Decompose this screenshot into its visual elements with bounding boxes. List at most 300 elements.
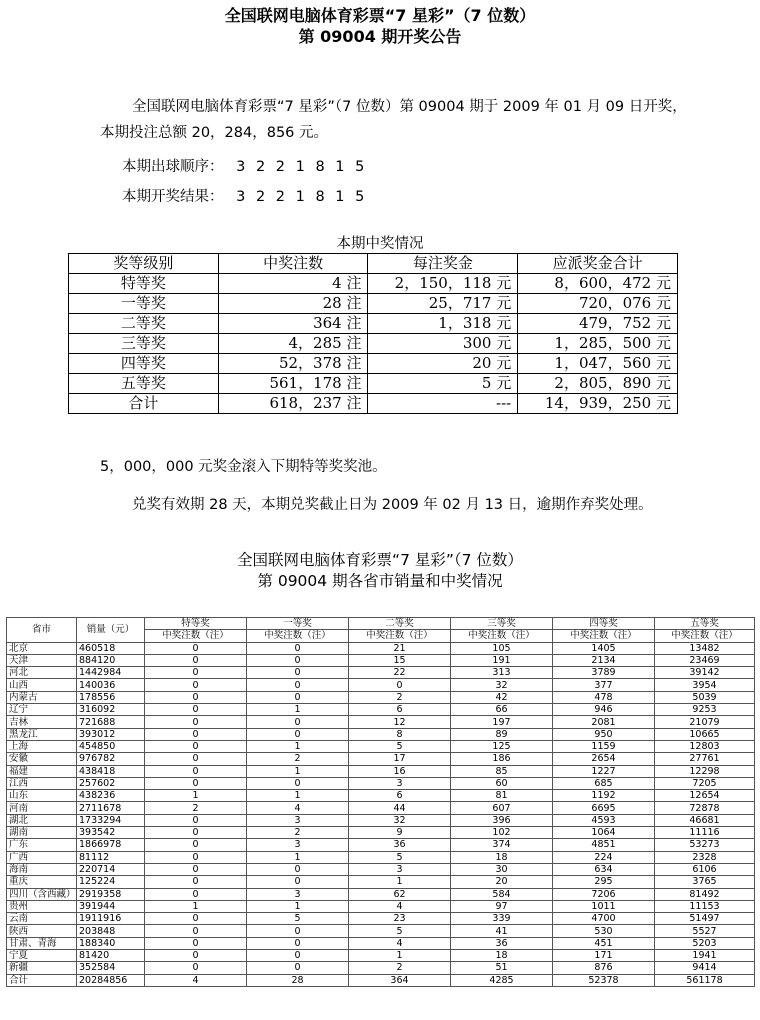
fourth-count: 1405 <box>553 642 655 654</box>
second-count: 1 <box>349 876 451 888</box>
fourth-count: 377 <box>553 679 655 691</box>
fifth-count: 3765 <box>655 876 755 888</box>
fourth-count: 224 <box>553 851 655 863</box>
prize-total: 2，805，890 元 <box>518 374 678 394</box>
third-count: 66 <box>451 704 553 716</box>
sales-amount: 460518 <box>77 642 145 654</box>
province-name: 四川（含西藏） <box>7 888 77 900</box>
third-count: 339 <box>451 913 553 925</box>
fourth-count: 7206 <box>553 888 655 900</box>
table-row <box>7 716 755 728</box>
first-count: 1 <box>247 851 349 863</box>
fifth-count: 2328 <box>655 851 755 863</box>
winning-count: 4 注 <box>218 274 368 294</box>
sales-amount: 721688 <box>77 716 145 728</box>
sales-amount: 1442984 <box>77 667 145 679</box>
table-row <box>7 863 755 875</box>
first-count: 4 <box>247 802 349 814</box>
province-name: 山东 <box>7 790 77 802</box>
fourth-count: 4593 <box>553 814 655 826</box>
fourth-count: 876 <box>553 962 655 974</box>
first-count: 0 <box>247 937 349 949</box>
header-prize-fourth: 四等奖 <box>553 618 655 630</box>
fifth-count: 72878 <box>655 802 755 814</box>
fifth-count: 13482 <box>655 642 755 654</box>
province-sales-table <box>6 617 755 987</box>
third-count: 102 <box>451 827 553 839</box>
table-row <box>7 667 755 679</box>
second-count: 2 <box>349 691 451 703</box>
table-row <box>7 728 755 740</box>
province-name: 北京 <box>7 642 77 654</box>
table-row <box>69 334 678 354</box>
prize-level: 三等奖 <box>69 334 219 354</box>
province-name: 吉林 <box>7 716 77 728</box>
header-count-label: 中奖注数（注） <box>451 630 553 642</box>
header-prize-total: 应派奖金合计 <box>518 254 678 274</box>
third-count: 41 <box>451 925 553 937</box>
table-row <box>7 950 755 962</box>
prize-level: 二等奖 <box>69 314 219 334</box>
sales-amount: 20284856 <box>77 974 145 986</box>
sales-amount: 125224 <box>77 876 145 888</box>
second-count: 5 <box>349 925 451 937</box>
table-row-total <box>7 974 755 986</box>
province-table-header <box>7 618 755 630</box>
first-count: 0 <box>247 962 349 974</box>
province-name: 重庆 <box>7 876 77 888</box>
fourth-count: 685 <box>553 777 655 789</box>
special-count: 0 <box>145 888 247 900</box>
table-row <box>7 937 755 949</box>
special-count: 0 <box>145 876 247 888</box>
fifth-count: 9414 <box>655 962 755 974</box>
result-label: 本期开奖结果： <box>122 189 224 205</box>
fifth-count: 5527 <box>655 925 755 937</box>
table-row <box>7 642 755 654</box>
province-name: 广东 <box>7 839 77 851</box>
province-name: 江西 <box>7 777 77 789</box>
special-count: 4 <box>145 974 247 986</box>
third-count: 125 <box>451 740 553 752</box>
second-count: 9 <box>349 827 451 839</box>
province-name: 河北 <box>7 667 77 679</box>
table-row <box>7 851 755 863</box>
fifth-count: 21079 <box>655 716 755 728</box>
province-name: 新疆 <box>7 962 77 974</box>
header-count-label: 中奖注数（注） <box>655 630 755 642</box>
prize-per-ticket: 2，150，118 元 <box>368 274 518 294</box>
fourth-count: 1227 <box>553 765 655 777</box>
fifth-count: 12654 <box>655 790 755 802</box>
prize-table <box>68 253 678 414</box>
special-count: 0 <box>145 962 247 974</box>
province-name: 陕西 <box>7 925 77 937</box>
third-count: 32 <box>451 679 553 691</box>
winning-count: 364 注 <box>218 314 368 334</box>
sales-amount: 438236 <box>77 790 145 802</box>
prize-table-caption: 本期中奖情况 <box>336 236 424 252</box>
prize-per-ticket: 25，717 元 <box>368 294 518 314</box>
header-prize-second: 二等奖 <box>349 618 451 630</box>
third-count: 197 <box>451 716 553 728</box>
fourth-count: 1192 <box>553 790 655 802</box>
second-count: 364 <box>349 974 451 986</box>
first-count: 0 <box>247 863 349 875</box>
second-count: 1 <box>349 950 451 962</box>
second-count: 16 <box>349 765 451 777</box>
sales-amount: 140036 <box>77 679 145 691</box>
first-count: 28 <box>247 974 349 986</box>
second-count: 8 <box>349 728 451 740</box>
fifth-count: 9253 <box>655 704 755 716</box>
special-count: 0 <box>145 839 247 851</box>
first-count: 0 <box>247 691 349 703</box>
prize-per-ticket: 20 元 <box>368 354 518 374</box>
sales-amount: 976782 <box>77 753 145 765</box>
table-row-total <box>69 394 678 414</box>
header-count-label: 中奖注数（注） <box>553 630 655 642</box>
fourth-count: 6695 <box>553 802 655 814</box>
header-prize-first: 一等奖 <box>247 618 349 630</box>
fourth-count: 950 <box>553 728 655 740</box>
third-count: 51 <box>451 962 553 974</box>
header-prize-third: 三等奖 <box>451 618 553 630</box>
second-count: 21 <box>349 642 451 654</box>
province-name: 海南 <box>7 863 77 875</box>
special-count: 0 <box>145 950 247 962</box>
fourth-count: 1064 <box>553 827 655 839</box>
prize-per-ticket: --- <box>368 394 518 414</box>
special-count: 0 <box>145 925 247 937</box>
first-count: 1 <box>247 790 349 802</box>
sales-amount: 2919358 <box>77 888 145 900</box>
first-count: 0 <box>247 642 349 654</box>
prize-level: 四等奖 <box>69 354 219 374</box>
header-winning-count: 中奖注数 <box>218 254 368 274</box>
third-count: 81 <box>451 790 553 802</box>
fourth-count: 1159 <box>553 740 655 752</box>
sales-amount: 81112 <box>77 851 145 863</box>
sales-amount: 454850 <box>77 740 145 752</box>
third-count: 105 <box>451 642 553 654</box>
table-row <box>7 876 755 888</box>
second-count: 2 <box>349 962 451 974</box>
prize-per-ticket: 300 元 <box>368 334 518 354</box>
second-count: 62 <box>349 888 451 900</box>
special-count: 0 <box>145 863 247 875</box>
first-count: 1 <box>247 740 349 752</box>
first-count: 0 <box>247 728 349 740</box>
first-count: 0 <box>247 876 349 888</box>
prize-per-ticket: 5 元 <box>368 374 518 394</box>
province-name: 辽宁 <box>7 704 77 716</box>
prize-level: 合计 <box>69 394 219 414</box>
table-row <box>7 765 755 777</box>
special-count: 0 <box>145 937 247 949</box>
special-count: 0 <box>145 667 247 679</box>
province-name: 甘肃、青海 <box>7 937 77 949</box>
third-count: 36 <box>451 937 553 949</box>
special-count: 0 <box>145 827 247 839</box>
first-count: 5 <box>247 913 349 925</box>
sales-amount: 884120 <box>77 654 145 666</box>
table-row <box>7 753 755 765</box>
intro-paragraph: 全国联网电脑体育彩票“7 星彩”（7 位数）第 09004 期于 2009 年 01 月 09 日开奖，本期投注总额 20，284，856 元。 <box>100 99 687 141</box>
first-count: 0 <box>247 925 349 937</box>
fourth-count: 52378 <box>553 974 655 986</box>
first-count: 0 <box>247 777 349 789</box>
third-count: 191 <box>451 654 553 666</box>
special-count: 0 <box>145 740 247 752</box>
fifth-count: 6106 <box>655 863 755 875</box>
fifth-count: 53273 <box>655 839 755 851</box>
table-row <box>7 839 755 851</box>
table-row <box>7 802 755 814</box>
province-name: 内蒙古 <box>7 691 77 703</box>
table-row <box>7 888 755 900</box>
table-row <box>7 913 755 925</box>
header-count-label: 中奖注数（注） <box>247 630 349 642</box>
ball-order-row <box>122 157 367 177</box>
winning-count: 52，378 注 <box>218 354 368 374</box>
special-count: 0 <box>145 704 247 716</box>
third-count: 313 <box>451 667 553 679</box>
prize-total: 8，600，472 元 <box>518 274 678 294</box>
second-count: 4 <box>349 937 451 949</box>
second-count: 44 <box>349 802 451 814</box>
table-row <box>7 777 755 789</box>
second-count: 22 <box>349 667 451 679</box>
sales-amount: 257602 <box>77 777 145 789</box>
header-prize-per-ticket: 每注奖金 <box>368 254 518 274</box>
fourth-count: 1011 <box>553 900 655 912</box>
third-count: 18 <box>451 851 553 863</box>
fourth-count: 171 <box>553 950 655 962</box>
fourth-count: 2134 <box>553 654 655 666</box>
second-count: 5 <box>349 740 451 752</box>
table-row <box>7 691 755 703</box>
province-name: 安徽 <box>7 753 77 765</box>
prize-level: 五等奖 <box>69 374 219 394</box>
special-count: 0 <box>145 642 247 654</box>
sales-amount: 220714 <box>77 863 145 875</box>
province-table-body <box>7 642 755 986</box>
second-count: 0 <box>349 679 451 691</box>
province-name: 天津 <box>7 654 77 666</box>
fifth-count: 3954 <box>655 679 755 691</box>
fifth-count: 5203 <box>655 937 755 949</box>
special-count: 0 <box>145 716 247 728</box>
sales-amount: 2711678 <box>77 802 145 814</box>
special-count: 0 <box>145 679 247 691</box>
sales-amount: 393542 <box>77 827 145 839</box>
province-name: 湖北 <box>7 814 77 826</box>
province-name: 广西 <box>7 851 77 863</box>
second-count: 15 <box>349 654 451 666</box>
second-count: 6 <box>349 704 451 716</box>
second-count: 17 <box>349 753 451 765</box>
sales-amount: 352584 <box>77 962 145 974</box>
fifth-count: 12803 <box>655 740 755 752</box>
announcement-title: 全国联网电脑体育彩票“7 星彩”（7 位数） <box>224 6 536 25</box>
fourth-count: 2654 <box>553 753 655 765</box>
table-row <box>7 679 755 691</box>
sales-amount: 1866978 <box>77 839 145 851</box>
fourth-count: 530 <box>553 925 655 937</box>
sales-amount: 81420 <box>77 950 145 962</box>
special-count: 0 <box>145 814 247 826</box>
table-row <box>7 925 755 937</box>
table-row <box>7 654 755 666</box>
rollover-note: 5，000，000 元奖金滚入下期特等奖奖池。 <box>100 459 387 475</box>
sales-amount: 188340 <box>77 937 145 949</box>
table-row <box>7 740 755 752</box>
table-row <box>69 294 678 314</box>
third-count: 584 <box>451 888 553 900</box>
fourth-count: 451 <box>553 937 655 949</box>
province-name: 福建 <box>7 765 77 777</box>
first-count: 0 <box>247 654 349 666</box>
fourth-count: 3789 <box>553 667 655 679</box>
header-count-label: 中奖注数（注） <box>349 630 451 642</box>
prize-total: 479，752 元 <box>518 314 678 334</box>
sales-amount: 316092 <box>77 704 145 716</box>
ball-order-value: 3 2 2 1 8 1 5 <box>236 159 368 175</box>
fourth-count: 2081 <box>553 716 655 728</box>
special-count: 0 <box>145 654 247 666</box>
fourth-count: 4851 <box>553 839 655 851</box>
table-row <box>7 900 755 912</box>
third-count: 30 <box>451 863 553 875</box>
special-count: 2 <box>145 802 247 814</box>
announcement-subtitle: 第 09004 期开奖公告 <box>298 27 462 46</box>
second-count: 6 <box>349 790 451 802</box>
prize-level: 特等奖 <box>69 274 219 294</box>
prize-total: 1，285，500 元 <box>518 334 678 354</box>
first-count: 2 <box>247 753 349 765</box>
third-count: 60 <box>451 777 553 789</box>
special-count: 0 <box>145 691 247 703</box>
province-section-title: 全国联网电脑体育彩票“7 星彩”（7 位数） <box>237 551 523 569</box>
table-row <box>69 314 678 334</box>
second-count: 3 <box>349 777 451 789</box>
province-name: 贵州 <box>7 900 77 912</box>
special-count: 1 <box>145 790 247 802</box>
table-row <box>7 827 755 839</box>
table-row <box>7 790 755 802</box>
fifth-count: 11116 <box>655 827 755 839</box>
sales-amount: 203848 <box>77 925 145 937</box>
winning-count: 618，237 注 <box>218 394 368 414</box>
table-row <box>69 274 678 294</box>
fifth-count: 39142 <box>655 667 755 679</box>
sales-amount: 1911916 <box>77 913 145 925</box>
first-count: 0 <box>247 679 349 691</box>
prize-total: 1，047，560 元 <box>518 354 678 374</box>
province-section-subtitle: 第 09004 期各省市销量和中奖情况 <box>257 572 503 590</box>
table-row <box>69 354 678 374</box>
header-prize-special: 特等奖 <box>145 618 247 630</box>
first-count: 1 <box>247 900 349 912</box>
fifth-count: 11153 <box>655 900 755 912</box>
prize-per-ticket: 1，318 元 <box>368 314 518 334</box>
first-count: 3 <box>247 814 349 826</box>
fourth-count: 478 <box>553 691 655 703</box>
fifth-count: 27761 <box>655 753 755 765</box>
fifth-count: 23469 <box>655 654 755 666</box>
fourth-count: 634 <box>553 863 655 875</box>
special-count: 1 <box>145 900 247 912</box>
special-count: 0 <box>145 913 247 925</box>
third-count: 42 <box>451 691 553 703</box>
fifth-count: 1941 <box>655 950 755 962</box>
table-row <box>7 962 755 974</box>
table-row <box>7 814 755 826</box>
ball-order-label: 本期出球顺序： <box>122 159 224 175</box>
first-count: 0 <box>247 667 349 679</box>
third-count: 374 <box>451 839 553 851</box>
second-count: 23 <box>349 913 451 925</box>
first-count: 3 <box>247 888 349 900</box>
fifth-count: 10665 <box>655 728 755 740</box>
second-count: 32 <box>349 814 451 826</box>
third-count: 20 <box>451 876 553 888</box>
validity-note: 兑奖有效期 28 天，本期兑奖截止日为 2009 年 02 月 13 日，逾期作弃奖处理。 <box>132 497 653 513</box>
first-count: 0 <box>247 716 349 728</box>
fifth-count: 561178 <box>655 974 755 986</box>
table-row <box>69 374 678 394</box>
header-count-label: 中奖注数（注） <box>145 630 247 642</box>
sales-amount: 1733294 <box>77 814 145 826</box>
winning-count: 561，178 注 <box>218 374 368 394</box>
province-name: 湖南 <box>7 827 77 839</box>
result-value: 3 2 2 1 8 1 5 <box>236 189 368 205</box>
fourth-count: 295 <box>553 876 655 888</box>
third-count: 396 <box>451 814 553 826</box>
prize-level: 一等奖 <box>69 294 219 314</box>
first-count: 2 <box>247 827 349 839</box>
special-count: 0 <box>145 851 247 863</box>
first-count: 0 <box>247 950 349 962</box>
fifth-count: 81492 <box>655 888 755 900</box>
sales-amount: 391944 <box>77 900 145 912</box>
prize-total: 14，939，250 元 <box>518 394 678 414</box>
fourth-count: 4700 <box>553 913 655 925</box>
header-sales: 销量（元） <box>77 618 145 643</box>
province-name: 合计 <box>7 974 77 986</box>
second-count: 36 <box>349 839 451 851</box>
winning-count: 4，285 注 <box>218 334 368 354</box>
header-prize-fifth: 五等奖 <box>655 618 755 630</box>
prize-total: 720，076 元 <box>518 294 678 314</box>
second-count: 4 <box>349 900 451 912</box>
fourth-count: 946 <box>553 704 655 716</box>
special-count: 0 <box>145 765 247 777</box>
province-name: 云南 <box>7 913 77 925</box>
first-count: 1 <box>247 765 349 777</box>
third-count: 18 <box>451 950 553 962</box>
special-count: 0 <box>145 753 247 765</box>
second-count: 3 <box>349 863 451 875</box>
sales-amount: 393012 <box>77 728 145 740</box>
sales-amount: 438418 <box>77 765 145 777</box>
third-count: 85 <box>451 765 553 777</box>
fifth-count: 12298 <box>655 765 755 777</box>
sales-amount: 178556 <box>77 691 145 703</box>
province-name: 宁夏 <box>7 950 77 962</box>
winning-count: 28 注 <box>218 294 368 314</box>
